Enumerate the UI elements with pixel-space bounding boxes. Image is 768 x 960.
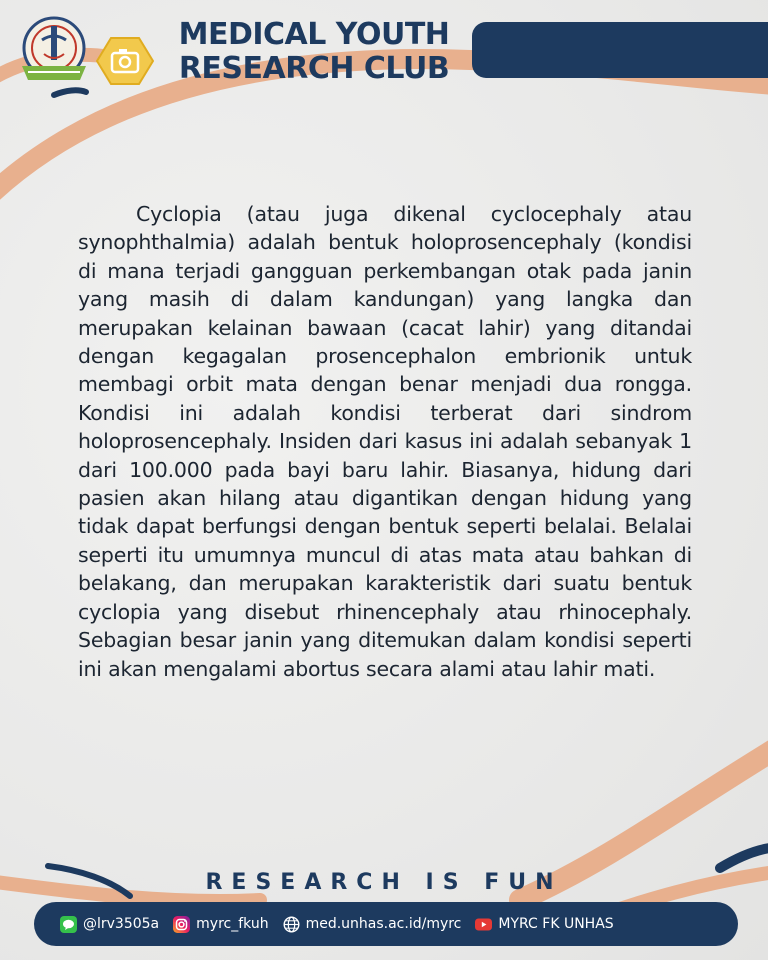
instagram-icon — [173, 916, 190, 933]
contact-youtube-label: MYRC FK UNHAS — [498, 916, 614, 932]
contact-website-label: med.unhas.ac.id/myrc — [305, 916, 462, 932]
club-title-line2: RESEARCH CLUB — [178, 51, 450, 86]
contact-line-label: @lrv3505a — [83, 916, 160, 932]
tagline: RESEARCH IS FUN — [205, 870, 563, 895]
club-title — [164, 18, 464, 86]
contact-instagram-label: myrc_fkuh — [196, 916, 269, 932]
line-icon — [60, 916, 77, 933]
contact-instagram[interactable] — [173, 916, 268, 933]
contact-website[interactable] — [283, 916, 462, 933]
club-camera-logo — [96, 36, 154, 86]
youtube-icon — [475, 916, 492, 933]
university-seal-logo — [14, 10, 94, 92]
contact-line[interactable] — [60, 916, 159, 933]
contact-footer — [34, 902, 738, 946]
globe-icon — [283, 916, 300, 933]
right-navy-swoosh — [720, 848, 768, 868]
article-paragraph: Cyclopia (atau juga dikenal cyclocephaly atau synophthalmia) adalah bentuk holoprosencephaly (kondisi di mana terjadi gangguan perkembangan otak pada janin yang masih di dalam kandungan) yang langka dan merupakan kelainan bawaan (cacat lahir) yang ditandai dengan kegagalan prosencephalon embrionik untuk membagi orbit mata dengan benar menjadi dua rongga. Kondisi ini adalah kondisi terberat dari sindrom holoprosencephaly. Insiden dari kasus ini adalah sebanyak 1 dari 100.000 pada bayi baru lahir. Biasanya, hidung dari pasien akan hilang atau digantikan dengan hidung yang tidak dapat berfungsi dengan bentuk seperti belalai. Belalai seperti itu umumnya muncul di atas mata atau bahkan di belakang, dan merupakan karakteristik dari suatu bentuk cyclopia yang disebut rhinencephaly atau rhinocephaly. Sebagian besar janin yang ditemukan dalam kondisi seperti ini akan mengalami abortus secara alami atau lahir mati. — [78, 202, 692, 681]
club-title-line1: MEDICAL YOUTH — [178, 17, 450, 52]
header-bar — [472, 22, 768, 78]
contact-youtube[interactable] — [475, 916, 613, 933]
